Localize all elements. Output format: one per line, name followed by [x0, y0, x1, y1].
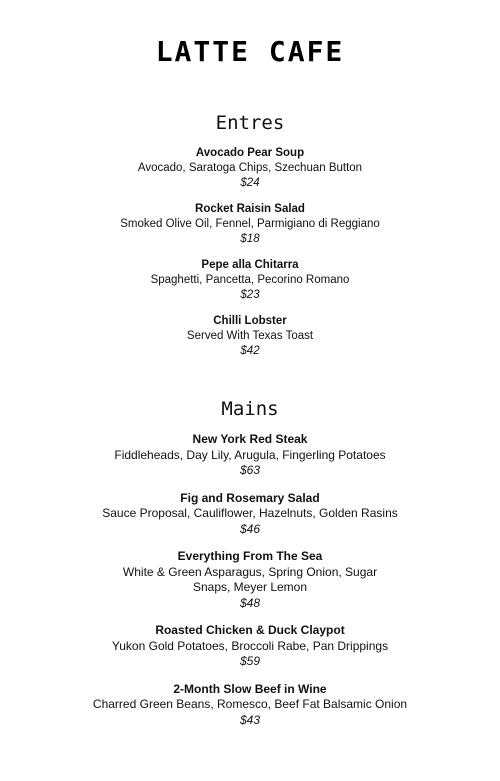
menu-item-price: $18: [240, 233, 260, 245]
menu-item-price: $23: [240, 289, 260, 301]
entres-section: [0, 111, 500, 359]
menu-item-description: White & Green Asparagus, Spring Onion, Sugar Snaps, Meyer Lemon: [122, 564, 378, 594]
menu-item-description: Spaghetti, Pancetta, Pecorino Romano: [150, 274, 350, 286]
menu-item-name: Avocado Pear Soup: [195, 147, 305, 159]
menu-item-name: Fig and Rosemary Salad: [180, 490, 320, 505]
section-heading-mains: Mains: [221, 398, 279, 420]
menu-item: [0, 432, 500, 479]
mains-section: [0, 397, 500, 728]
menu-item-name: Chilli Lobster: [213, 315, 287, 327]
menu-item-price: $46: [239, 521, 261, 536]
menu-item-price: $24: [240, 177, 260, 189]
menu-item: [0, 623, 500, 670]
menu-item: [0, 491, 500, 538]
menu-item-price: $63: [239, 463, 261, 477]
section-heading-entres: Entres: [215, 112, 285, 134]
menu-item-description: Yukon Gold Potatoes, Broccoli Rabe, Pan Drippings: [111, 638, 389, 653]
menu-item: [0, 549, 500, 611]
menu-item-description: Avocado, Saratoga Chips, Szechuan Button: [137, 162, 363, 174]
menu-item-description: Fiddleheads, Day Lily, Arugula, Fingerling Potatoes: [114, 447, 386, 462]
menu-item-name: Pepe alla Chitarra: [201, 259, 299, 271]
menu-item-description: Served With Texas Toast: [186, 330, 314, 342]
menu-item-price: $48: [239, 595, 261, 610]
menu-item-price: $43: [239, 712, 261, 727]
menu-item-name: 2-Month Slow Beef in Wine: [173, 681, 327, 696]
menu-item: [0, 682, 500, 729]
menu-item: [0, 202, 500, 247]
menu-item: [0, 314, 500, 359]
menu-item-price: $59: [239, 654, 261, 668]
menu-item: [0, 146, 500, 191]
menu-item-description: Sauce Proposal, Cauliflower, Hazelnuts, Golden Rasins: [102, 506, 398, 520]
menu-item-price: $42: [240, 345, 260, 357]
menu-item-name: Everything From The Sea: [177, 549, 323, 563]
menu-item: [0, 258, 500, 303]
menu-item-name: New York Red Steak: [192, 432, 308, 446]
menu-item-description: Smoked Olive Oil, Fennel, Parmigiano di Reggiano: [120, 218, 380, 230]
menu-item-name: Rocket Raisin Salad: [195, 203, 305, 215]
restaurant-title: LATTE CAFE: [155, 35, 345, 68]
menu-item-description: Charred Green Beans, Romesco, Beef Fat Balsamic Onion: [92, 697, 408, 711]
menu-item-name: Roasted Chicken & Duck Claypot: [155, 623, 345, 637]
